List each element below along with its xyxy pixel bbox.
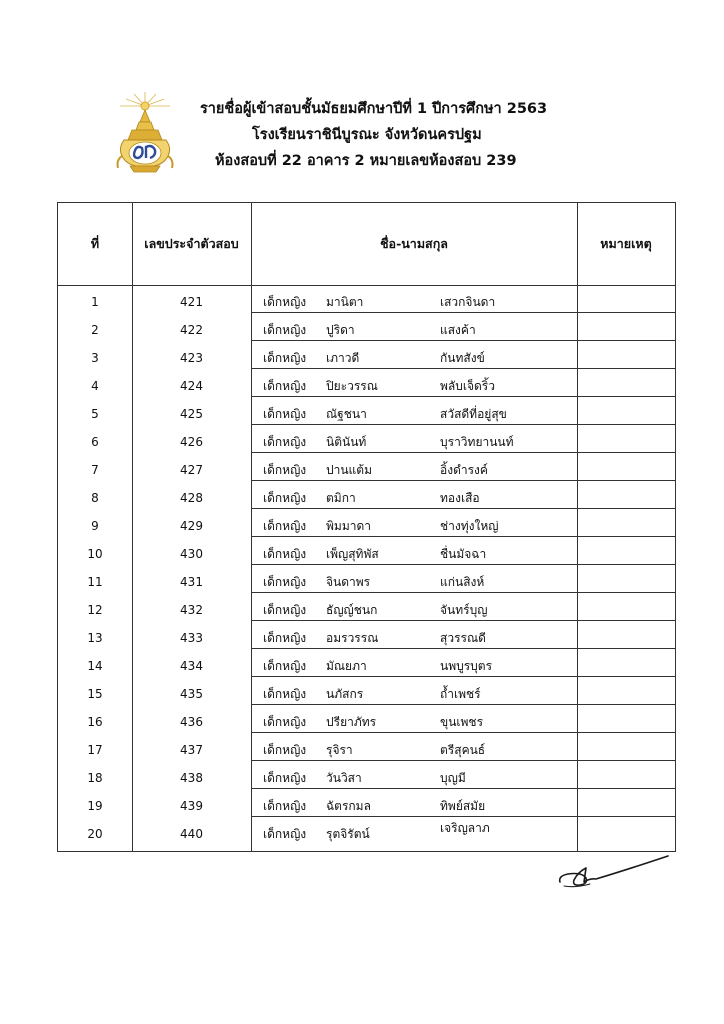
- cell-first-name: ปูริดา: [326, 323, 355, 337]
- cell-first-name: รุตจิรัตน์: [326, 827, 370, 841]
- document-header: [190, 96, 550, 174]
- cell-no: 6: [91, 435, 99, 449]
- cell-last-name: แสงค้า: [440, 323, 476, 337]
- cell-last-name: นพบูรบุตร: [440, 659, 493, 673]
- cell-last-name: กันทสังข์: [440, 351, 485, 365]
- cell-exam-id: 427: [180, 463, 203, 477]
- column-header-exam-id: เลขประจำตัวสอบ: [144, 236, 239, 251]
- cell-first-name: เพ็ญสุทิพัส: [326, 547, 379, 561]
- cell-first-name: มานิตา: [326, 295, 364, 309]
- table-row: [58, 313, 675, 341]
- cell-no: 20: [87, 827, 103, 841]
- cell-no: 8: [91, 491, 99, 505]
- table-row: [58, 761, 675, 789]
- cell-last-name: บุญมี: [440, 771, 466, 785]
- cell-no: 19: [87, 799, 103, 813]
- cell-no: 11: [87, 575, 103, 589]
- cell-prefix: เด็กหญิง: [263, 435, 307, 449]
- cell-last-name: บุราวิทยานนท์: [440, 435, 514, 449]
- cell-exam-id: 421: [180, 295, 203, 309]
- cell-first-name: พิมมาดา: [326, 519, 371, 533]
- cell-no: 2: [91, 323, 99, 337]
- cell-no: 18: [87, 771, 103, 785]
- cell-exam-id: 437: [180, 743, 203, 757]
- cell-prefix: เด็กหญิง: [263, 351, 307, 365]
- cell-last-name: ชื่นมัจฉา: [440, 547, 487, 561]
- cell-first-name: นิตินันท์: [326, 435, 367, 449]
- cell-no: 14: [87, 659, 103, 673]
- table-row: [58, 621, 675, 649]
- cell-prefix: เด็กหญิง: [263, 631, 307, 645]
- cell-last-name: เจริญลาภ: [440, 821, 490, 835]
- cell-last-name: ถ้ำเพชร์: [440, 687, 481, 701]
- table-row: [58, 565, 675, 593]
- cell-prefix: เด็กหญิง: [263, 463, 307, 477]
- table-row: [58, 509, 675, 537]
- cell-first-name: มัณยภา: [326, 659, 367, 673]
- cell-first-name: ธัญญ์ชนก: [326, 603, 378, 617]
- cell-exam-id: 430: [180, 547, 203, 561]
- cell-no: 15: [87, 687, 103, 701]
- table-row: [58, 341, 675, 369]
- cell-last-name: ตรีสุคนธ์: [440, 743, 486, 757]
- cell-exam-id: 433: [180, 631, 203, 645]
- table-row: [58, 481, 675, 509]
- header-room: ห้องสอบที่ 22 อาคาร 2 หมายเลขห้องสอบ 239: [215, 153, 517, 169]
- table-row: [58, 677, 675, 705]
- cell-first-name: นภัสกร: [326, 687, 364, 701]
- cell-exam-id: 435: [180, 687, 203, 701]
- cell-prefix: เด็กหญิง: [263, 771, 307, 785]
- cell-exam-id: 434: [180, 659, 203, 673]
- column-header-remark: หมายเหตุ: [600, 236, 652, 251]
- cell-prefix: เด็กหญิง: [263, 659, 307, 673]
- cell-exam-id: 426: [180, 435, 203, 449]
- cell-exam-id: 423: [180, 351, 203, 365]
- cell-exam-id: 436: [180, 715, 203, 729]
- cell-first-name: ปิยะวรรณ: [326, 379, 378, 393]
- table-row: [58, 593, 675, 621]
- cell-last-name: สุวรรณดี: [440, 631, 486, 645]
- cell-no: 1: [91, 295, 99, 309]
- cell-first-name: อมรวรรณ: [326, 631, 379, 645]
- cell-prefix: เด็กหญิง: [263, 799, 307, 813]
- cell-exam-id: 422: [180, 323, 203, 337]
- column-header-no: ที่: [90, 236, 100, 251]
- cell-no: 13: [87, 631, 103, 645]
- header-title: รายชื่อผู้เข้าสอบชั้นมัธยมศึกษาปีที่ 1 ปีการศึกษา 2563: [200, 101, 548, 117]
- cell-no: 5: [91, 407, 99, 421]
- exam-roster-table: [57, 202, 676, 852]
- cell-first-name: ณัฐชนา: [326, 407, 367, 421]
- cell-no: 10: [87, 547, 103, 561]
- signature: [556, 852, 672, 892]
- cell-no: 16: [87, 715, 103, 729]
- table-row: [58, 285, 675, 313]
- cell-last-name: สวัสดีที่อยู่สุข: [440, 407, 507, 421]
- cell-exam-id: 429: [180, 519, 203, 533]
- cell-first-name: ปานแต้ม: [326, 463, 372, 477]
- school-emblem-icon: [112, 92, 178, 174]
- cell-prefix: เด็กหญิง: [263, 323, 307, 337]
- cell-no: 9: [91, 519, 99, 533]
- cell-last-name: ช่างทุ่งใหญ่: [440, 519, 499, 533]
- table-row: [58, 537, 675, 565]
- cell-prefix: เด็กหญิง: [263, 519, 307, 533]
- cell-prefix: เด็กหญิง: [263, 603, 307, 617]
- table-row: [58, 369, 675, 397]
- cell-prefix: เด็กหญิง: [263, 827, 307, 841]
- table-row: [58, 789, 675, 817]
- cell-exam-id: 425: [180, 407, 203, 421]
- cell-first-name: ตมิกา: [326, 491, 356, 505]
- cell-exam-id: 431: [180, 575, 203, 589]
- cell-first-name: รุจิรา: [326, 743, 353, 757]
- cell-prefix: เด็กหญิง: [263, 575, 307, 589]
- cell-prefix: เด็กหญิง: [263, 687, 307, 701]
- table-row: [58, 649, 675, 677]
- cell-first-name: เภาวดี: [326, 351, 360, 365]
- cell-exam-id: 440: [180, 827, 203, 841]
- header-school: โรงเรียนราชินีบูรณะ จังหวัดนครปฐม: [252, 127, 482, 143]
- cell-last-name: เสวกจินดา: [440, 295, 496, 309]
- cell-last-name: ทองเสือ: [440, 491, 480, 505]
- cell-prefix: เด็กหญิง: [263, 491, 307, 505]
- cell-prefix: เด็กหญิง: [263, 379, 307, 393]
- cell-last-name: จันทร์บุญ: [440, 603, 488, 617]
- cell-no: 4: [91, 379, 99, 393]
- table-row: [58, 397, 675, 425]
- table-row: [58, 733, 675, 761]
- cell-no: 3: [91, 351, 99, 365]
- table-row: [58, 817, 675, 845]
- cell-prefix: เด็กหญิง: [263, 715, 307, 729]
- cell-exam-id: 424: [180, 379, 203, 393]
- cell-no: 17: [87, 743, 103, 757]
- cell-exam-id: 432: [180, 603, 203, 617]
- cell-first-name: วันวิสา: [326, 771, 362, 785]
- cell-prefix: เด็กหญิง: [263, 743, 307, 757]
- cell-last-name: ขุนเพชร: [440, 715, 484, 729]
- cell-no: 12: [87, 603, 103, 617]
- cell-last-name: ทิพย์สมัย: [440, 799, 486, 813]
- table-row: [58, 453, 675, 481]
- table-row: [58, 705, 675, 733]
- cell-exam-id: 439: [180, 799, 203, 813]
- cell-last-name: แก่นสิงห์: [440, 575, 485, 589]
- cell-exam-id: 428: [180, 491, 203, 505]
- cell-first-name: ฉัตรกมล: [326, 799, 371, 813]
- cell-prefix: เด็กหญิง: [263, 407, 307, 421]
- cell-prefix: เด็กหญิง: [263, 295, 307, 309]
- cell-last-name: อิ้งดำรงค์: [440, 463, 488, 477]
- cell-last-name: พลับเจ็ดริ้ว: [440, 379, 495, 393]
- column-header-name: ชื่อ-นามสกุล: [380, 236, 448, 251]
- cell-prefix: เด็กหญิง: [263, 547, 307, 561]
- table-header-row: [58, 203, 675, 286]
- cell-first-name: จินดาพร: [326, 575, 371, 589]
- cell-exam-id: 438: [180, 771, 203, 785]
- cell-first-name: ปรียาภัทร: [326, 715, 377, 729]
- cell-no: 7: [91, 463, 99, 477]
- table-row: [58, 425, 675, 453]
